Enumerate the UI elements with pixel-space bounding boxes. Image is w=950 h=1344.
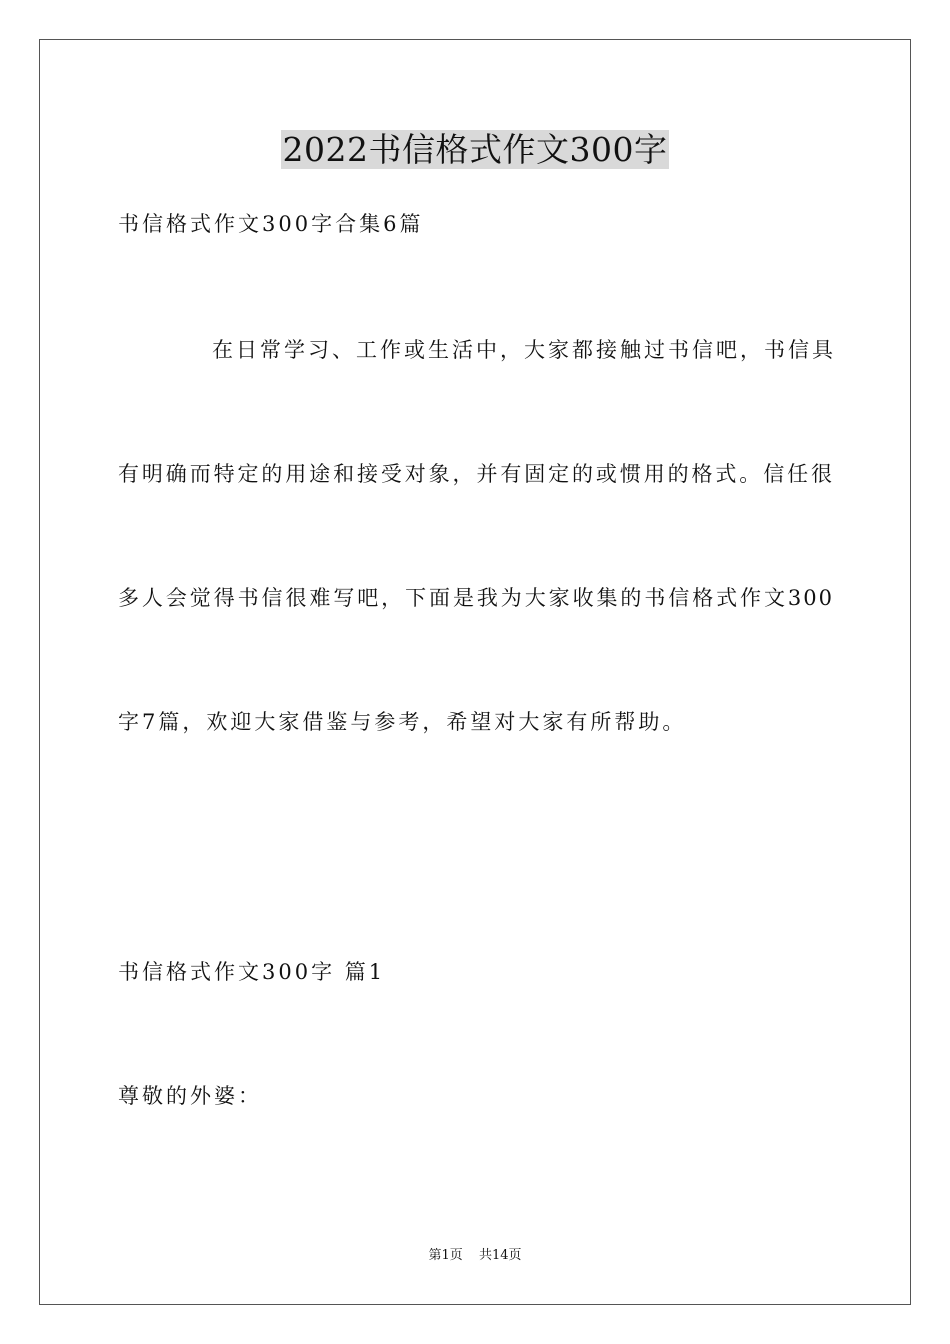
page-footer — [0, 1247, 950, 1265]
document-title-text: 2022书信格式作文300字 — [282, 130, 668, 169]
paragraph-line: 多人会觉得书信很难写吧，下面是我为大家收集的书信格式作文300 — [118, 586, 834, 610]
paragraph-line: 有明确而特定的用途和接受对象，并有固定的或惯用的格式。信任很 — [118, 462, 834, 486]
document-subtitle: 书信格式作文300字合集6篇 — [118, 212, 424, 236]
section-heading: 书信格式作文300字 篇1 — [118, 960, 386, 984]
page-number: 第1页 — [428, 1248, 463, 1263]
paragraph-line: 在日常学习、工作或生活中，大家都接触过书信吧，书信具 — [212, 338, 836, 362]
paragraph-line: 字7篇，欢迎大家借鉴与参考，希望对大家有所帮助。 — [118, 710, 687, 734]
salutation: 尊敬的外婆： — [118, 1084, 262, 1108]
page-total: 共14页 — [478, 1248, 522, 1263]
document-title — [0, 128, 950, 172]
